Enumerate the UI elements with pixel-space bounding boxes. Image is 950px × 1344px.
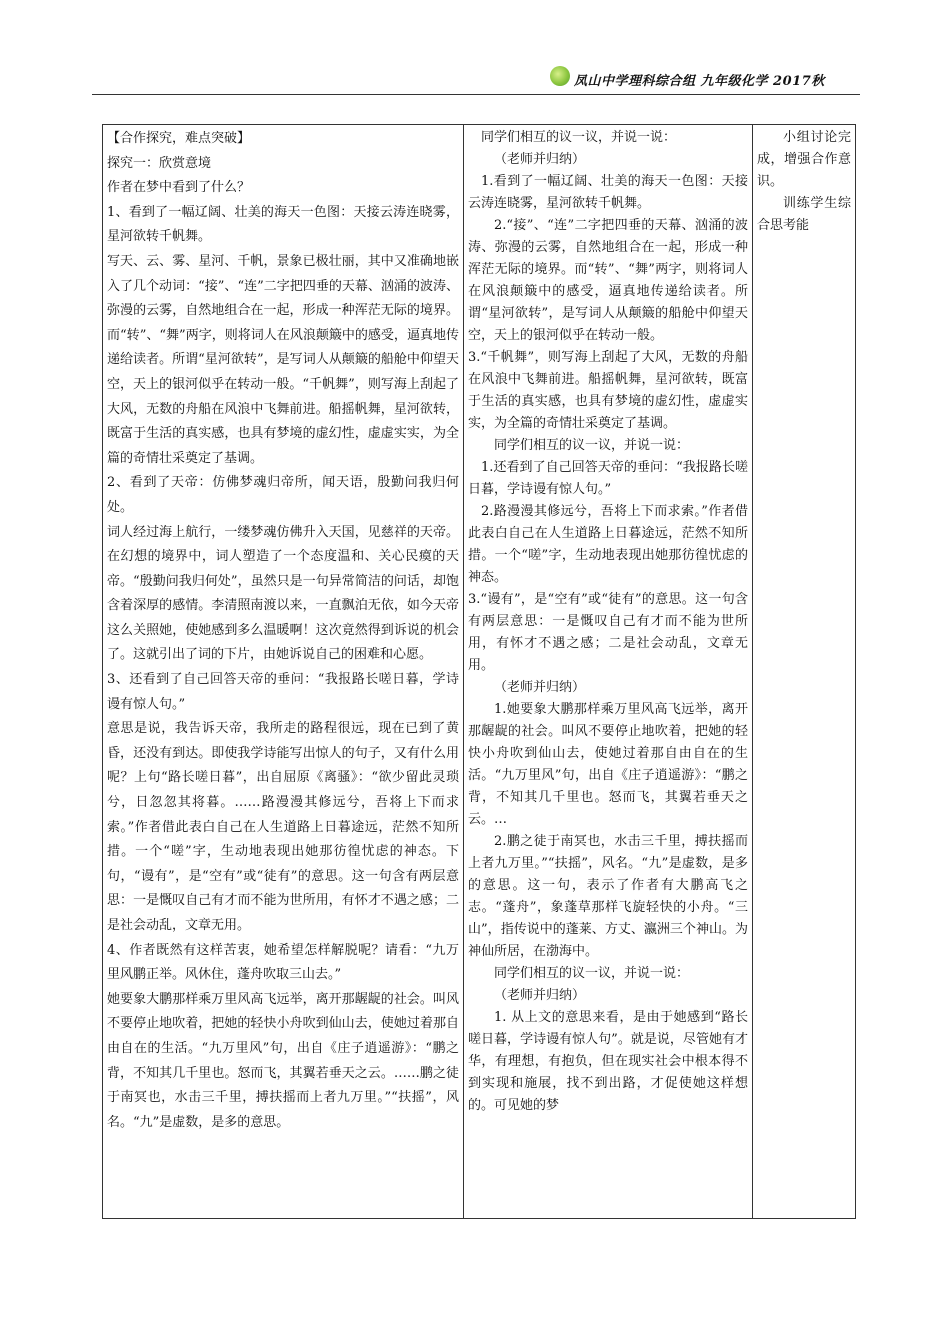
student-activity-cell [464,125,753,1219]
paragraph: 词人经过海上航行，一缕梦魂仿佛升入天国，见慈祥的天帝。在幻想的境界中，词人塑造了一个态度温和、关心民瘼的天帝。“殷勤问我归何处”，虽然只是一句异常简洁的问话，却饱含着深厚的感情。李清照南渡以来，一直飘泊无依，如今天帝这么关照她，使她感到多么温暖啊！这次竟然得到诉说的机会了。这就引出了词的下片，由她诉说自己的困难和心愿。 [107,524,459,663]
paragraph: 4、作者既然有这样苦衷，她希望怎样解脱呢？请看：“九万里风鹏正举。风休住，蓬舟吹取三山去。” [107,942,459,983]
lesson-table [102,124,856,1219]
paragraph: 3.“谩有”，是“空有”或“徒有”的意思。这一句含有两层意思：一是慨叹自己有才而不能为世所用，有怀才不遇之感；二是社会动乱，文章无用。 [468,592,748,673]
discussion-prompt: 同学们相互的议一议，并说一说： [481,130,677,145]
inquiry-title: 探究一：欣赏意境 [107,155,212,171]
teacher-summary-label: （老师并归纳） [494,988,586,1003]
question: 作者在梦中看到了什么？ [107,180,251,196]
paragraph: 1.她要象大鹏那样乘万里风高飞远举，离开那龌龊的社会。叫风不要停止地吹着，把她的轻快小舟吹到仙山去，使她过着那自由自在的生活。“九万里风”句，出自《庄子逍遥游》：“鹏之背，不知其几千里也。怒而飞，其翼若垂天之云。… [468,702,748,827]
teacher-summary-label: （老师并归纳） [494,680,586,695]
intent-note: 训练学生综合思考能 [757,196,851,233]
header-text: 凤山中学理科综合组 九年级化学 2017秋 [574,74,825,89]
section-heading: 【合作探究，难点突破】 [107,131,251,146]
inquiry-content-cell [103,125,464,1219]
paragraph: 1、看到了一幅辽阔、壮美的海天一色图：天接云涛连晓雾，星河欲转千帆舞。 [107,204,459,245]
paragraph: 2.“接”、“连”二字把四垂的天幕、汹涌的波涛、弥漫的云雾，自然地组合在一起，形成一种浑茫无际的境界。而“转”、“舞”两字，则将词人在风浪颠簸中的感受，逼真地传递给读者。所谓“星河欲转”，是写词人从颠簸的船舱中仰望天空，天上的银河似乎在转动一般。 [468,218,748,343]
paragraph: 1. 从上文的意思来看，是由于她感到“路长嗟日暮，学诗谩有惊人句”。就是说，尽管她有才华，有理想，有抱负，但在现实社会中根本得不到实现和施展，找不到出路，才促使她这样想的。可见她的梦 [468,1010,748,1113]
design-intent-cell [753,125,856,1219]
paragraph: 3.“千帆舞”，则写海上刮起了大风，无数的舟船在风浪中飞舞前进。船摇帆舞，星河欲转，既富于生活的真实感，也具有梦境的虚幻性，虚虚实实，为全篇的奇情壮采奠定了基调。 [468,350,748,431]
page-header [92,62,860,95]
paragraph: 2.鹏之徒于南冥也，水击三千里，搏扶摇而上者九万里。”“扶摇”，风名。“九”是虚数，是多的意思。这一句，表示了作者有大鹏高飞之志。“蓬舟”，象蓬草那样飞旋轻快的小舟。“三山”，指传说中的蓬莱、方丈、瀛洲三个神山。为神仙所居，在渤海中。 [468,834,748,959]
paragraph: 3、还看到了自己回答天帝的垂问：“我报路长嗟日暮，学诗谩有惊人句。” [107,672,459,712]
intent-note: 小组讨论完成，增强合作意识。 [757,130,851,189]
paragraph: 1.还看到了自己回答天帝的垂问：“我报路长嗟日暮，学诗谩有惊人句。” [468,460,748,497]
discussion-prompt: 同学们相互的议一议，并说一说： [494,438,690,453]
discussion-prompt: 同学们相互的议一议，并说一说： [494,966,690,981]
paragraph: 1.看到了一幅辽阔、壮美的海天一色图：天接云涛连晓雾，星河欲转千帆舞。 [468,174,748,211]
paragraph: 意思是说，我告诉天帝，我所走的路程很远，现在已到了黄昏，还没有到达。即使我学诗能写出惊人的句子，又有什么用呢？上句“路长嗟日暮”，出自屈原《离骚》：“欲少留此灵琐兮，日忽忽其将暮。……路漫漫其修远兮，吾将上下而求索。”作者借此表白自己在人生道路上日暮途远，茫然不知所措。一个“嗟”字，生动地表现出她那彷徨忧虑的神态。下句，“谩有”，是“空有”或“徒有”的意思。这一句含有两层意思：一是慨叹自己有才而不能为世所用，有怀才不遇之感；二是社会动乱，文章无用。 [107,721,459,933]
teacher-summary-label: （老师并归纳） [494,152,586,167]
paragraph: 2.路漫漫其修远兮，吾将上下而求索。”作者借此表白自己在人生道路上日暮途远，茫然不知所措。一个“嗟”字，生动地表现出她那彷徨忧虑的神态。 [468,504,748,585]
school-logo-icon [550,66,570,86]
table-row [103,125,856,1219]
paragraph: 她要象大鹏那样乘万里风高飞远举，离开那龌龊的社会。叫风不要停止地吹着，把她的轻快小舟吹到仙山去，使她过着那自由自在的生活。“九万里风”句，出自《庄子逍遥游》：“鹏之背，不知其几千里也。怒而飞，其翼若垂天之云。……鹏之徒于南冥也，水击三千里，搏扶摇而上者九万里。”“扶摇”，风名。“九”是虚数，是多的意思。 [107,991,459,1130]
paragraph: 写天、云、雾、星河、千帆，景象已极壮丽，其中又准确地嵌入了几个动词：“接”、“连”二字把四垂的天幕、汹涌的波涛、弥漫的云雾，自然地组合在一起，形成一种浑茫无际的境界。而“转”、“舞”两字，则将词人在风浪颠簸中的感受，逼真地传递给读者。所谓“星河欲转”，是写词人从颠簸的船舱中仰望天空，天上的银河似乎在转动一般。“千帆舞”，则写海上刮起了大风，无数的舟船在风浪中飞舞前进。船摇帆舞，星河欲转，既富于生活的真实感，也具有梦境的虚幻性，虚虚实实，为全篇的奇情壮采奠定了基调。 [107,253,459,466]
paragraph: 2、看到了天帝：仿佛梦魂归帝所，闻天语，殷勤问我归何处。 [107,475,459,515]
